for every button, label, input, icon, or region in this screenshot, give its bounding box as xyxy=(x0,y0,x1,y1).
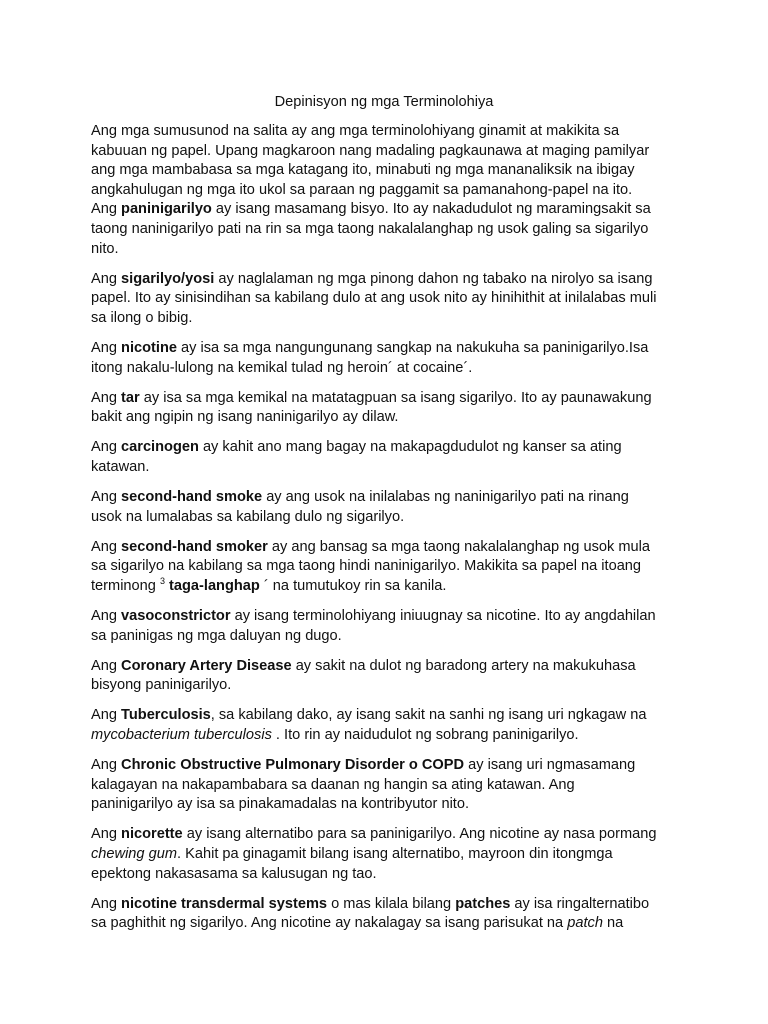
intro-paragraph: Ang mga sumusunod na salita ay ang mga terminolohiyang ginamit at makikita sa kabuuan ng papel. Upang magkaroon nang madaling pagkaunawa at maging pamilyar ang mga mambabasa sa mga katagang ito, minabuti ng mga mananaliksik na ibigay angkahulugan ng mga ito ukol sa paraan ng paggamit sa pamanahong-papel na ito. xyxy=(91,123,650,198)
document-title: Depinisyon ng mga Terminolohiya xyxy=(274,94,494,110)
term-taga-langhap: taga-langhap xyxy=(164,577,264,594)
definition-nicotine: Ang nicotine ay isa sa mga nangungunang sangkap na nakukuha sa paninigarilyo.Isa itong nakalu-lulong na kemikal tulad ng heroin´ at cocaine´. xyxy=(91,339,649,376)
term-tar: tar xyxy=(121,389,140,406)
term-nicotine: nicotine xyxy=(121,339,177,356)
term-sigarilyo: sigarilyo/yosi xyxy=(121,270,215,287)
definition-copd: Ang Chronic Obstructive Pulmonary Disorder o COPD ay isang uri ngmasamang kalagayan na nakapambabara sa daanan ng hangin sa ating katawan. Ang paninigarilyo ay isa sa pinakamadalas na kontribyutor nito. xyxy=(91,757,636,813)
superscript-mark: 3 xyxy=(159,576,165,587)
term-patches: patches xyxy=(455,895,511,912)
term-coronary-artery-disease: Coronary Artery Disease xyxy=(121,657,292,674)
term-second-hand-smoker: second-hand smoker xyxy=(121,538,268,555)
term-carcinogen: carcinogen xyxy=(121,439,199,456)
term-nicorette: nicorette xyxy=(121,826,183,843)
term-nicotine-transdermal-systems: nicotine transdermal systems xyxy=(121,895,328,912)
definition-nicotine-transdermal: Ang nicotine transdermal systems o mas kilala bilang patches ay isa ringalternatibo sa paghithit ng sigarilyo. Ang nicotine ay nakalagay sa isang parisukat na patch na xyxy=(91,895,650,932)
definition-carcinogen: Ang carcinogen ay kahit ano mang bagay na makapagdudulot ng kanser sa ating katawan. xyxy=(91,439,622,475)
definition-second-hand-smoker: Ang second-hand smoker ay ang bansag sa mga taong nakalalanghap ng usok mula sa sigarilyo na kabilang sa mga taong hindi naninigarilyo. Makikita sa papel na itoang terminong $^3$ taga-langhap ´ na tumutukoy rin sa kanila. xyxy=(91,538,650,594)
definition-coronary-artery-disease: Ang Coronary Artery Disease ay sakit na dulot ng baradong artery na makukuhasa bisyong paninigarilyo. xyxy=(91,657,636,694)
italic-patch: patch xyxy=(567,915,603,932)
italic-mycobacterium: mycobacterium tuberculosis xyxy=(91,726,272,743)
definition-vasoconstrictor: Ang vasoconstrictor ay isang terminolohiyang iniuugnay sa nicotine. Ito ay angdahilan sa paninigas ng mga daluyan ng dugo. xyxy=(91,607,656,644)
definition-nicorette: Ang nicorette ay isang alternatibo para sa paninigarilyo. Ang nicotine ay nasa pormang chewing gum. Kahit pa ginagamit bilang isang alternatibo, mayroon din itongmga epektong nakasasama sa kalusugan ng tao. xyxy=(91,826,657,882)
term-copd: Chronic Obstructive Pulmonary Disorder o COPD xyxy=(121,757,465,774)
term-paninigarilyo: paninigarilyo xyxy=(121,201,212,218)
definition-tar: Ang tar ay isa sa mga kemikal na matatagpuan sa isang sigarilyo. Ito ay paunawakung bakit ang ngipin ng isang naninigarilyo ay dilaw. xyxy=(91,389,652,426)
term-vasoconstrictor: vasoconstrictor xyxy=(121,607,231,624)
definition-paninigarilyo: Ang paninigarilyo ay isang masamang bisyo. Ito ay nakadudulot ng maramingsakit sa taong naninigarilyo pati na rin sa mga taong nakalalanghap ng usok galing sa sigarilyo nito. xyxy=(91,201,651,257)
term-second-hand-smoke: second-hand smoke xyxy=(121,489,263,505)
term-tuberculosis: Tuberculosis xyxy=(121,707,211,724)
italic-chewing-gum: chewing gum xyxy=(91,845,177,862)
definition-second-hand-smoke: Ang second-hand smoke ay ang usok na inilalabas ng naninigarilyo pati na rinang usok na lumalabas sa kabilang dulo ng sigarilyo. xyxy=(91,489,629,525)
definition-sigarilyo: Ang sigarilyo/yosi ay naglalaman ng mga pinong dahon ng tabako na nirolyo sa isang papel. Ito ay sinisindihan sa kabilang dulo at ang usok nito ay hinihithit at inilalabas muli sa ilong o bibig. xyxy=(91,270,657,326)
definition-tuberculosis: Ang Tuberculosis, sa kabilang dako, ay isang sakit na sanhi ng isang uri ngkagaw na mycobacterium tuberculosis . Ito rin ay naidudulot ng sobrang paninigarilyo. xyxy=(91,707,647,743)
document-body xyxy=(91,122,681,944)
